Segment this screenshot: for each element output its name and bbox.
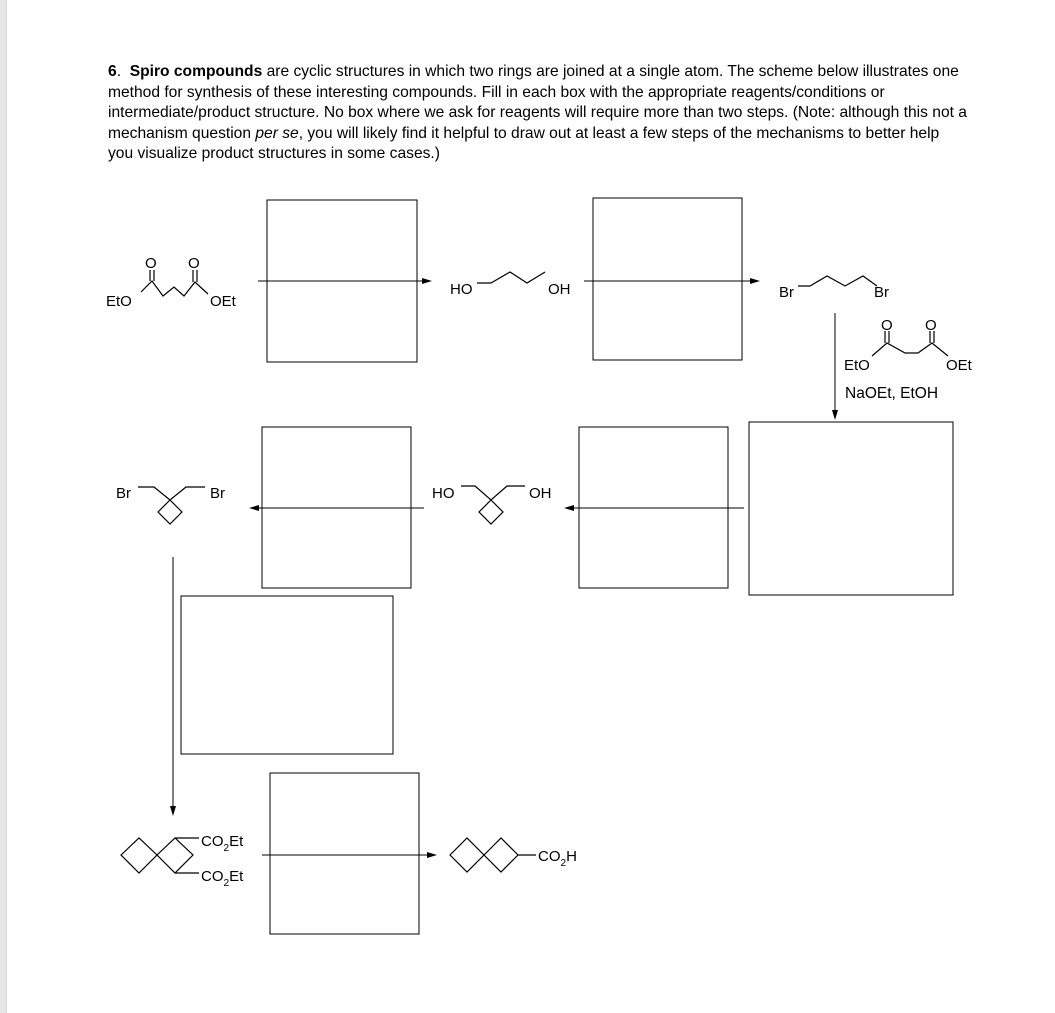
acid-label bbox=[538, 848, 577, 869]
propanediol bbox=[450, 272, 571, 298]
arrow-2-head bbox=[750, 278, 760, 284]
dibromo-br-right: Br bbox=[874, 284, 889, 301]
arrow-6-head bbox=[170, 806, 176, 816]
ester-bottom-co: CO bbox=[201, 868, 224, 885]
question-number: 6 bbox=[108, 63, 117, 80]
diethyl-malonate-reagent bbox=[844, 317, 973, 374]
question-body-1: are cyclic structures in which two rings are joined at a single atom. The scheme below illustrates one method for synthesis of these interesting compounds. Fill in each box with the appropriate reagents/conditions or intermediate/product structure. No box where we ask for reagents will require more than two steps. (Note: although this not a mechanism question bbox=[108, 63, 967, 142]
ester-bottom-sub: 2 bbox=[223, 878, 230, 889]
ester-bottom bbox=[201, 868, 244, 889]
carbonyl-o-right: O bbox=[188, 255, 200, 272]
cyclobutane-dibromide bbox=[116, 485, 225, 524]
spiro-diester bbox=[121, 833, 244, 889]
dibromopropane bbox=[779, 276, 889, 301]
ester-top-sub: 2 bbox=[223, 843, 230, 854]
eto-label: EtO bbox=[106, 293, 132, 310]
diethyl-malonate-start bbox=[106, 255, 237, 310]
reagent-eto: EtO bbox=[844, 357, 870, 374]
oet-label: OEt bbox=[210, 293, 236, 310]
cb-dibromo-br-right: Br bbox=[210, 485, 225, 502]
cb-diol-oh: OH bbox=[529, 485, 552, 502]
dibromo-br-left: Br bbox=[779, 284, 794, 301]
answer-box-7[interactable] bbox=[270, 773, 419, 934]
question-body-2: , you will likely find it helpful to draw out at least a few steps of the mechanisms to better help you visualize product structures in some cases.) bbox=[108, 124, 940, 162]
acid-sub: 2 bbox=[560, 858, 567, 869]
arrow-7-head bbox=[427, 852, 437, 858]
question-title: Spiro compounds bbox=[129, 63, 263, 80]
answer-box-2[interactable] bbox=[593, 198, 742, 360]
acid-co: CO bbox=[538, 848, 561, 865]
reagent-oet: OEt bbox=[946, 357, 972, 374]
answer-box-6[interactable] bbox=[181, 596, 393, 754]
spiro-acid bbox=[450, 838, 577, 872]
reagent-naoet-etoh: NaOEt, EtOH bbox=[845, 385, 939, 402]
cyclobutane-diol bbox=[432, 485, 552, 524]
cb-diol-ho: HO bbox=[432, 485, 455, 502]
question-italic: per se bbox=[255, 124, 299, 142]
ester-bottom-et: Et bbox=[229, 868, 244, 885]
arrow-1-head bbox=[422, 278, 432, 284]
diol-ho: HO bbox=[450, 281, 473, 298]
cb-dibromo-br-left: Br bbox=[116, 485, 131, 502]
carbonyl-o-left: O bbox=[145, 255, 157, 272]
reagent-o-right: O bbox=[925, 317, 937, 334]
question-number-dot: . bbox=[116, 63, 122, 80]
arrow-5-head bbox=[249, 505, 259, 511]
answer-box-3[interactable] bbox=[749, 422, 953, 595]
reagent-o-left: O bbox=[881, 317, 893, 334]
ester-top bbox=[201, 833, 244, 854]
ester-top-co: CO bbox=[201, 833, 224, 850]
arrow-4-head bbox=[564, 505, 574, 511]
arrow-3-head bbox=[832, 410, 838, 420]
acid-h: H bbox=[566, 848, 577, 865]
ester-top-et: Et bbox=[229, 833, 244, 850]
diol-oh: OH bbox=[548, 281, 571, 298]
